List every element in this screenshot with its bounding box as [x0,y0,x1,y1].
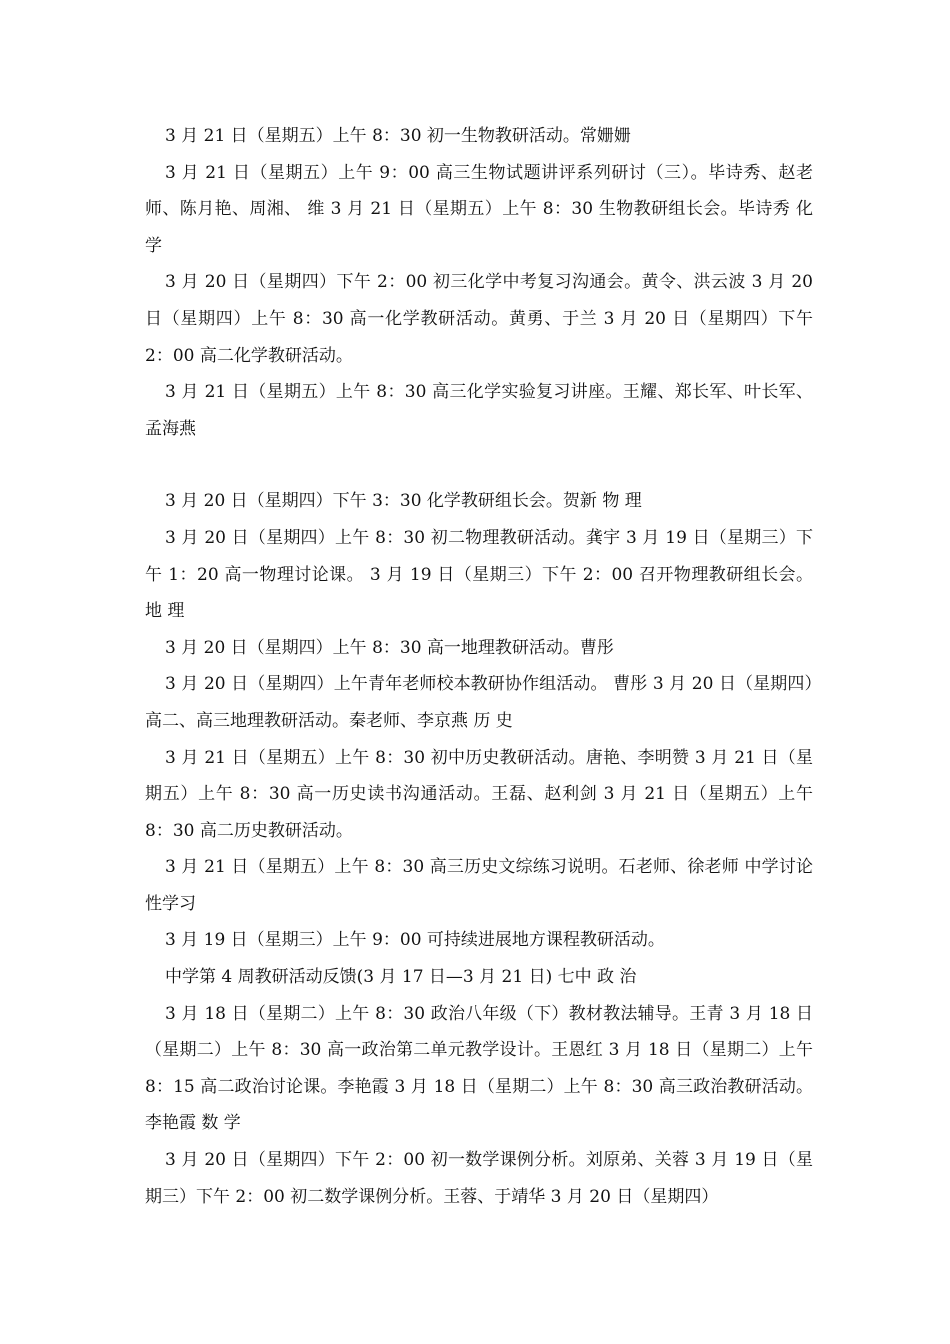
paragraph: 3 月 20 日（星期四）下午 3：30 化学教研组长会。贺新 物 理 [165,491,642,512]
paragraph: 3 月 21 日（星期五）上午 8：30 高三历史文综练习说明。石老师、徐老师 中学讨论性学习 [145,857,813,914]
paragraph: 中学第 4 周教研活动反馈(3 月 17 日—3 月 21 日) 七中 政 治 [165,967,637,988]
paragraph: 3 月 20 日（星期四）上午 8：30 初二物理教研活动。龚宇 3 月 19 日（星期三）下午 1：20 高一物理讨论课。 3 月 19 日（星期三）下午 2：00 召开物理教研组长会。 地 理 [145,527,813,622]
paragraph: 3 月 18 日（星期二）上午 8：30 政治八年级（下）教材教法辅导。王青 3 月 18 日（星期二）上午 8：30 高一政治第二单元教学设计。王恩红 3 月 18 日（星期二）上午 8：15 高二政治讨论课。李艳霞 3 月 18 日（星期二）上午 8：30 高三政治教研活动。李艳霞 数 学 [145,1003,813,1134]
paragraph: 3 月 20 日（星期四）上午 8：30 高一地理教研活动。曹彤 [165,637,614,658]
paragraph: 3 月 20 日（星期四）上午青年老师校本教研协作组活动。 曹彤 3 月 20 日（星期四）高二、高三地理教研活动。秦老师、李京燕 历 史 [145,674,813,731]
paragraph: 3 月 21 日（星期五）上午 8：30 高三化学实验复习讲座。王耀、郑长军、叶长军、孟海燕 [145,382,813,439]
paragraph: 3 月 21 日（星期五）上午 8：30 初一生物教研活动。常姗姗 [165,126,631,146]
paragraph: 3 月 19 日（星期三）上午 9：00 可持续进展地方课程教研活动。 [165,930,665,951]
paragraph-gap [145,447,813,483]
paragraph: 3 月 20 日（星期四）下午 2：00 初一数学课例分析。刘原弟、关蓉 3 月 19 日（星期三）下午 2：00 初二数学课例分析。王蓉、于靖华 3 月 20 日（星期四） [145,1150,813,1207]
paragraph: 3 月 21 日（星期五）上午 8：30 初中历史教研活动。唐艳、李明赞 3 月 21 日（星期五）上午 8：30 高一历史读书沟通活动。王磊、赵利剑 3 月 21 日（星期五）上午 8：30 高二历史教研活动。 [145,747,813,841]
paragraph: 3 月 20 日（星期四）下午 2：00 初三化学中考复习沟通会。黄令、洪云波 3 月 20 日（星期四）上午 8：30 高一化学教研活动。黄勇、于兰 3 月 20 日（星期四）下午 2：00 高二化学教研活动。 [145,272,813,366]
document-body [145,118,813,1215]
paragraph: 3 月 21 日（星期五）上午 9：00 高三生物试题讲评系列研讨（三）。毕诗秀、赵老师、陈月艳、周湘、 维 3 月 21 日（星期五）上午 8：30 生物教研组长会。毕诗秀 化 学 [145,162,813,256]
